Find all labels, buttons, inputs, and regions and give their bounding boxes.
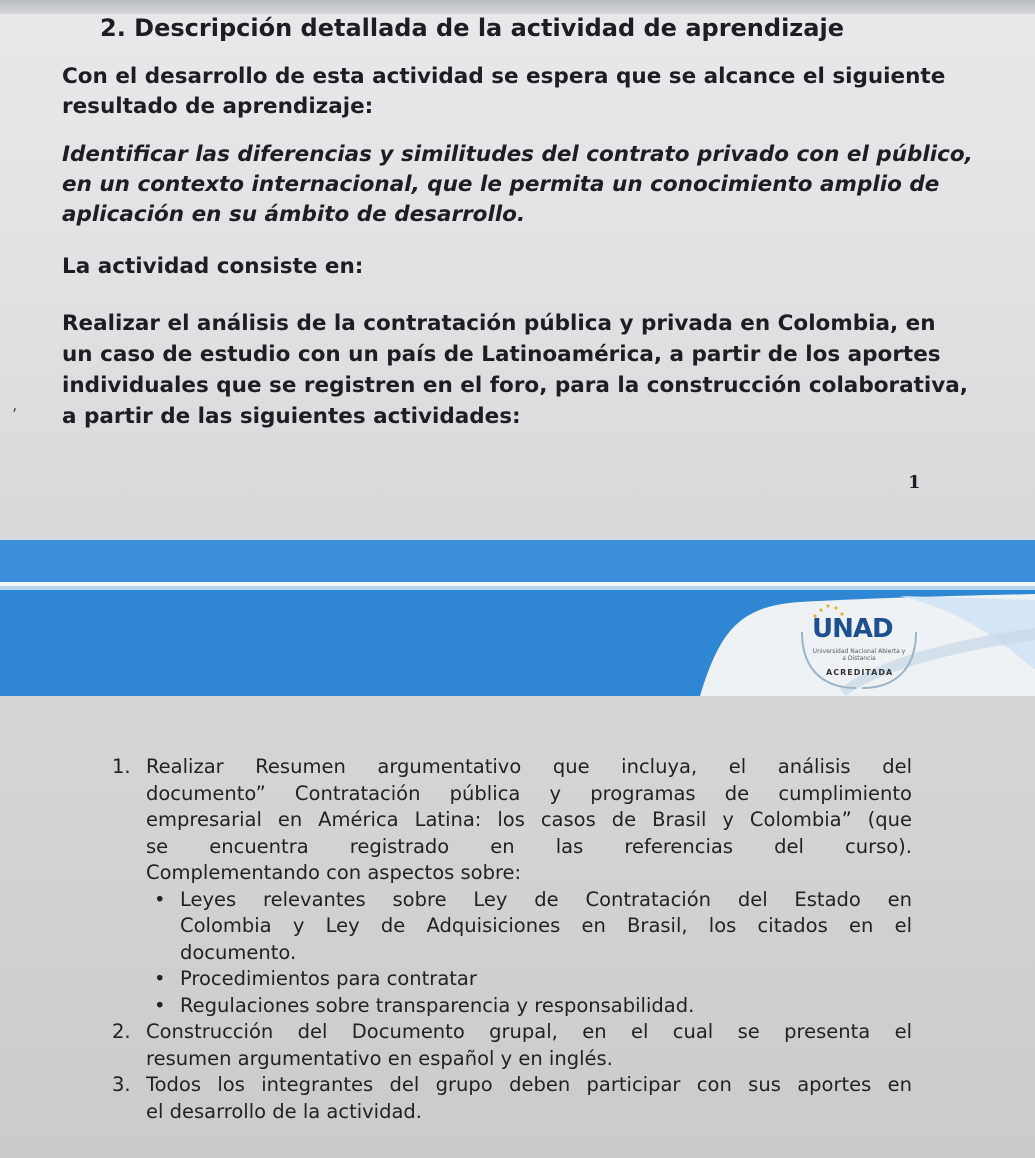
task-item: [112, 1019, 912, 1072]
outcome-line: en un contexto internacional, que le permita un conocimiento amplio de: [62, 172, 940, 197]
activity-label: La actividad consiste en:: [62, 254, 364, 279]
logo-subtitle: Universidad Nacional Abierta y a Distancia: [812, 648, 906, 662]
task-item: [112, 754, 912, 1019]
section-heading: 2. Descripción detallada de la actividad de aprendizaje: [100, 14, 844, 42]
task-line: Complementando con aspectos sobre:: [146, 861, 522, 884]
intro-line: resultado de aprendizaje:: [62, 94, 374, 119]
task-line: empresarial en América Latina: los casos de Brasil y Colombia” (que: [146, 808, 912, 831]
logo-wordmark: UNAD: [812, 614, 893, 644]
margin-pen-mark: ʼ: [12, 405, 18, 424]
task-line: Todos los integrantes del grupo deben participar con sus aportes en: [146, 1073, 912, 1096]
intro-line: Con el desarrollo de esta actividad se espera que se alcance el siguiente: [62, 64, 946, 89]
task-line: Construcción del Documento grupal, en el cual se presenta el: [146, 1020, 912, 1043]
activity-line: un caso de estudio con un país de Latinoamérica, a partir de los aportes: [62, 342, 941, 367]
page-bottom: [0, 696, 1035, 1158]
aspect-line: • Regulaciones sobre transparencia y responsabilidad.: [180, 993, 695, 1017]
task-number: 2.: [112, 1020, 131, 1043]
unad-logo: [796, 602, 922, 694]
band-strip-light: [0, 586, 1035, 590]
aspect-item: [112, 966, 912, 993]
band-divider: [0, 582, 1035, 586]
aspect-line: • Leyes relevantes sobre Ley de Contratación del Estado en: [180, 887, 912, 911]
page-top: [0, 0, 1035, 540]
task-number: 3.: [112, 1073, 131, 1096]
activity-line: individuales que se registren en el foro, para la construcción colaborativa,: [62, 373, 968, 398]
aspect-line: documento.: [180, 940, 297, 964]
task-number: 1.: [112, 755, 131, 778]
activity-line: a partir de las siguientes actividades:: [62, 404, 521, 429]
aspect-item: [112, 993, 912, 1020]
task-line: resumen argumentativo en español y en inglés.: [146, 1046, 613, 1070]
activity-line: Realizar el análisis de la contratación pública y privada en Colombia, en: [62, 311, 936, 336]
aspect-line: • Procedimientos para contratar: [180, 967, 477, 990]
page-number: 1: [908, 472, 921, 493]
aspect-list: [112, 887, 912, 1020]
task-line: se encuentra registrado en las referencias del curso).: [146, 834, 912, 858]
outcome-line: Identificar las diferencias y similitudes del contrato privado con el público,: [62, 142, 973, 167]
task-line: el desarrollo de la actividad.: [146, 1099, 422, 1123]
task-line: Realizar Resumen argumentativo que incluya, el análisis del: [146, 755, 912, 778]
band-strip-top: [0, 540, 1035, 582]
task-list: [112, 754, 912, 1125]
intro-paragraph: [62, 62, 945, 122]
header-band: [0, 540, 1035, 696]
accreditation-badge: ACREDITADA: [826, 668, 894, 677]
page-edge: [0, 0, 1035, 14]
outcome-line: aplicación en su ámbito de desarrollo.: [62, 202, 526, 227]
aspect-item: [112, 887, 912, 967]
aspect-line: Colombia y Ley de Adquisiciones en Brasil, los citados en el: [180, 914, 912, 937]
task-line: documento” Contratación pública y programas de cumplimiento: [146, 781, 912, 805]
task-item: [112, 1072, 912, 1125]
learning-outcome: [62, 140, 973, 230]
activity-paragraph: [62, 308, 968, 432]
